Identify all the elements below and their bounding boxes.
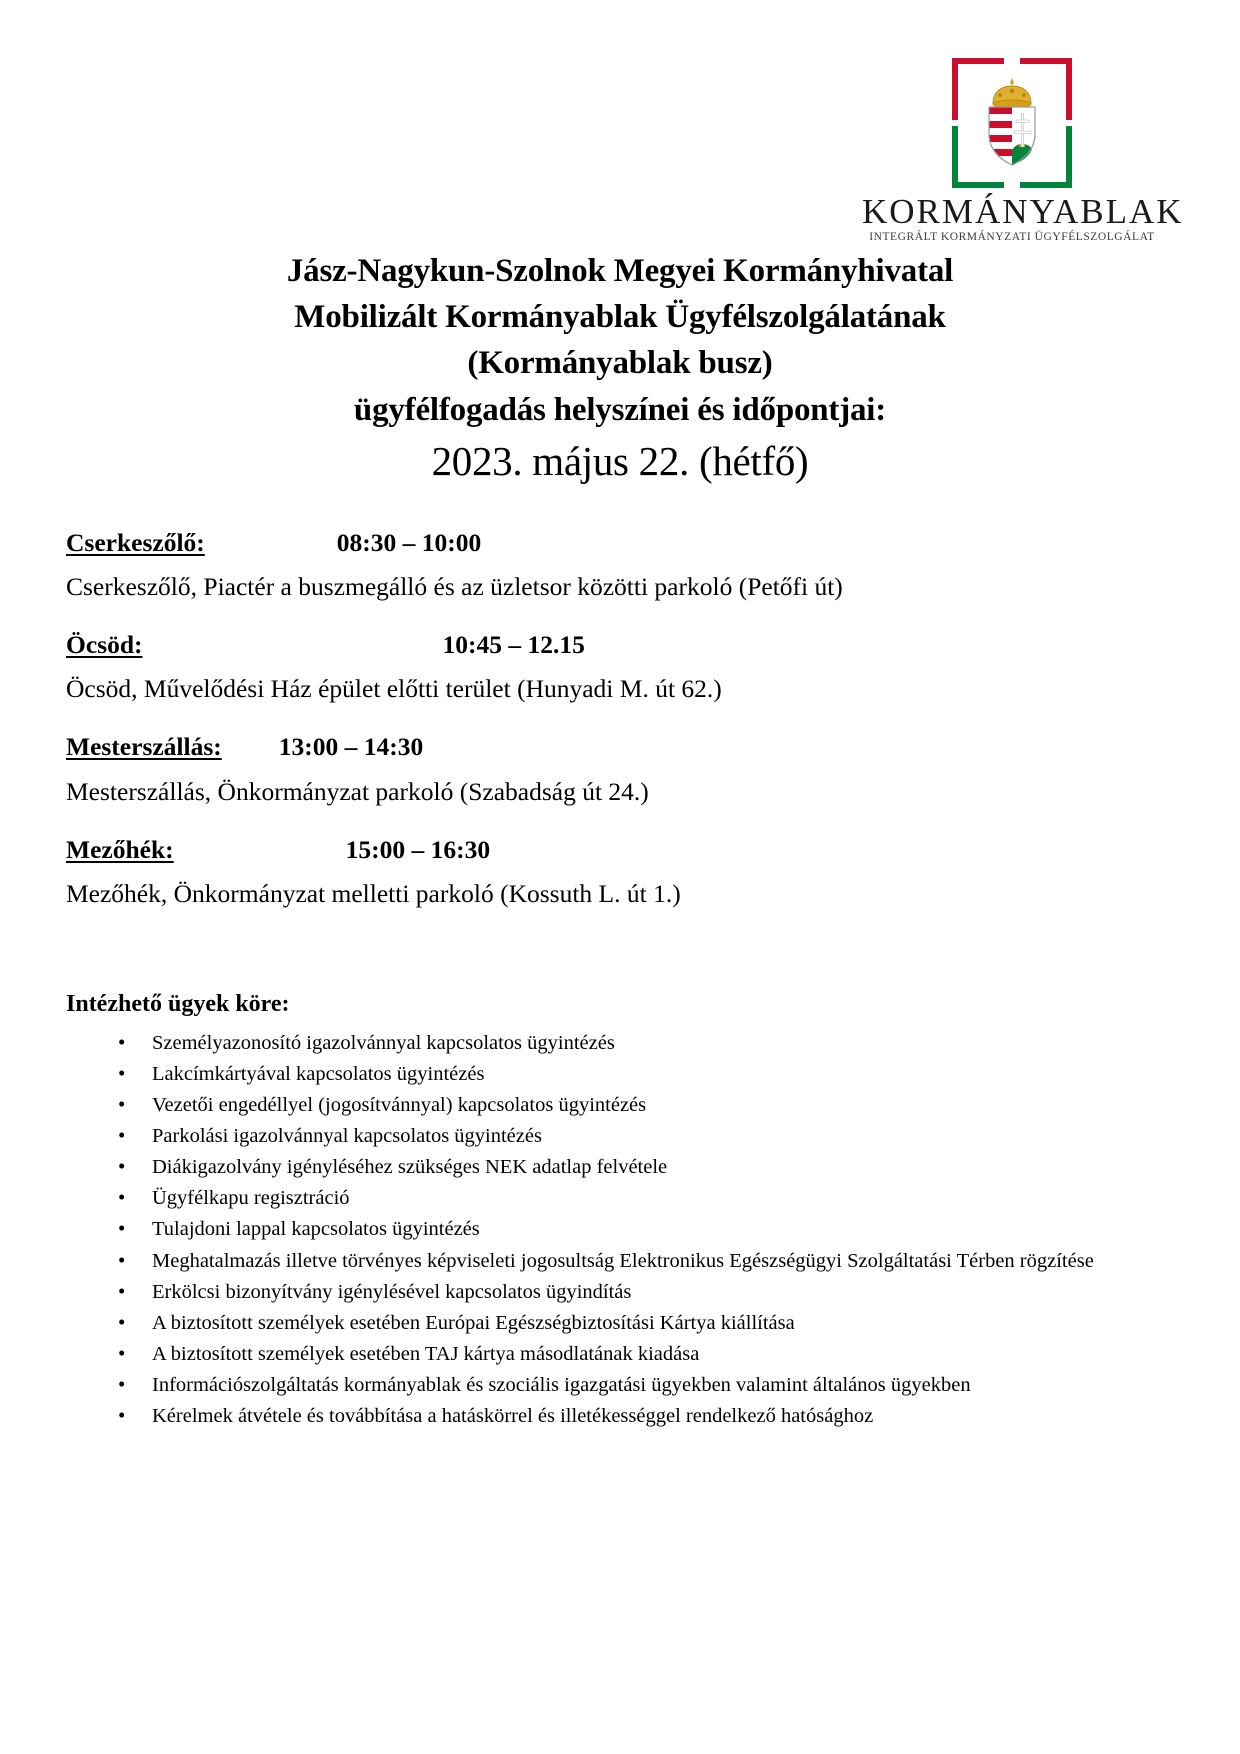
stop-address: Mesterszállás, Önkormányzat parkoló (Szabadság út 24.) — [66, 776, 649, 806]
list-item: • Információszolgáltatás kormányablak és szociális igazgatási ügyekben valamint általános ügyekben — [116, 1371, 1170, 1400]
list-item: • Tulajdoni lappal kapcsolatos ügyintézés — [116, 1215, 1170, 1244]
stop-time: 10:45 – 12.15 — [442, 630, 585, 660]
list-item: • Vezetői engedéllyel (jogosítvánnyal) kapcsolatos ügyintézés — [116, 1091, 1170, 1120]
logo-wordmark: KORMÁNYABLAK — [862, 192, 1184, 231]
stop-time: 08:30 – 10:00 — [336, 528, 482, 557]
services-heading: Intézhető ügyek köre: — [66, 991, 290, 1017]
stop-header — [66, 732, 1166, 762]
list-item: • Kérelmek átvétele és továbbítása a hatáskörrel és illetékességgel rendelkező hatósághoz — [116, 1402, 1170, 1431]
stop-header — [66, 835, 1166, 865]
list-item: • A biztosított személyek esetében Európai Egészségbiztosítási Kártya kiállítása — [116, 1309, 1170, 1338]
title-line-2: Mobilizált Kormányablak Ügyfélszolgálatának — [294, 299, 946, 336]
stop-name: Öcsöd: — [66, 630, 143, 660]
list-item: • Erkölcsi bizonyítvány igénylésével kapcsolatos ügyindítás — [116, 1278, 1170, 1307]
list-item: • Parkolási igazolvánnyal kapcsolatos ügyintézés — [116, 1122, 1170, 1151]
list-item: • A biztosított személyek esetében TAJ kártya másodlatának kiadása — [116, 1340, 1170, 1369]
list-item: • Személyazonosító igazolvánnyal kapcsolatos ügyintézés — [116, 1029, 1170, 1058]
stop-schedule-list — [66, 528, 1166, 910]
stop-time: 13:00 – 14:30 — [278, 732, 424, 762]
title-line-4: ügyfélfogadás helyszínei és időpontjai: — [353, 391, 887, 428]
stop-address: Öcsöd, Művelődési Ház épület előtti terület (Hunyadi M. út 62.) — [66, 674, 722, 704]
stop-address: Cserkeszőlő, Piactér a buszmegálló és az üzletsor közötti parkoló (Petőfi út) — [66, 572, 843, 602]
services-section — [66, 990, 1170, 1433]
stop-name: Mesterszállás: — [66, 732, 222, 762]
list-item: • Diákigazolvány igényléséhez szükséges NEK adatlap felvétele — [116, 1153, 1170, 1182]
stop-header — [66, 528, 1166, 558]
crest-frame — [952, 58, 1072, 188]
hungarian-coat-of-arms-icon — [981, 76, 1043, 168]
page-title — [72, 248, 1168, 488]
stop-entry — [66, 732, 1166, 807]
title-line-1: Jász-Nagykun-Szolnok Megyei Kormányhivatal — [286, 253, 954, 289]
list-item: • Ügyfélkapu regisztráció — [116, 1184, 1170, 1213]
logo-subtitle: INTEGRÁLT KORMÁNYZATI ÜGYFÉLSZOLGÁLAT — [869, 230, 1155, 243]
title-line-3: (Kormányablak busz) — [467, 345, 773, 382]
list-item: • Meghatalmazás illetve törvényes képviseleti jogosultság Elektronikus Egészségügyi Szolgáltatási Térben rögzítése — [116, 1247, 1170, 1276]
stop-entry — [66, 528, 1166, 603]
list-item: • Lakcímkártyával kapcsolatos ügyintézés — [116, 1060, 1170, 1089]
stop-header — [66, 630, 1166, 660]
stop-address: Mezőhék, Önkormányzat melletti parkoló (Kossuth L. út 1.) — [66, 878, 681, 908]
stop-name: Mezőhék: — [66, 834, 174, 864]
services-list — [66, 1029, 1170, 1431]
stop-entry — [66, 835, 1166, 910]
kormanyablak-logo — [862, 58, 1184, 243]
stop-time: 15:00 – 16:30 — [345, 834, 491, 864]
stop-entry — [66, 630, 1166, 705]
stop-name: Cserkeszőlő: — [66, 528, 205, 557]
title-date: 2023. május 22. (hétfő) — [431, 437, 809, 484]
